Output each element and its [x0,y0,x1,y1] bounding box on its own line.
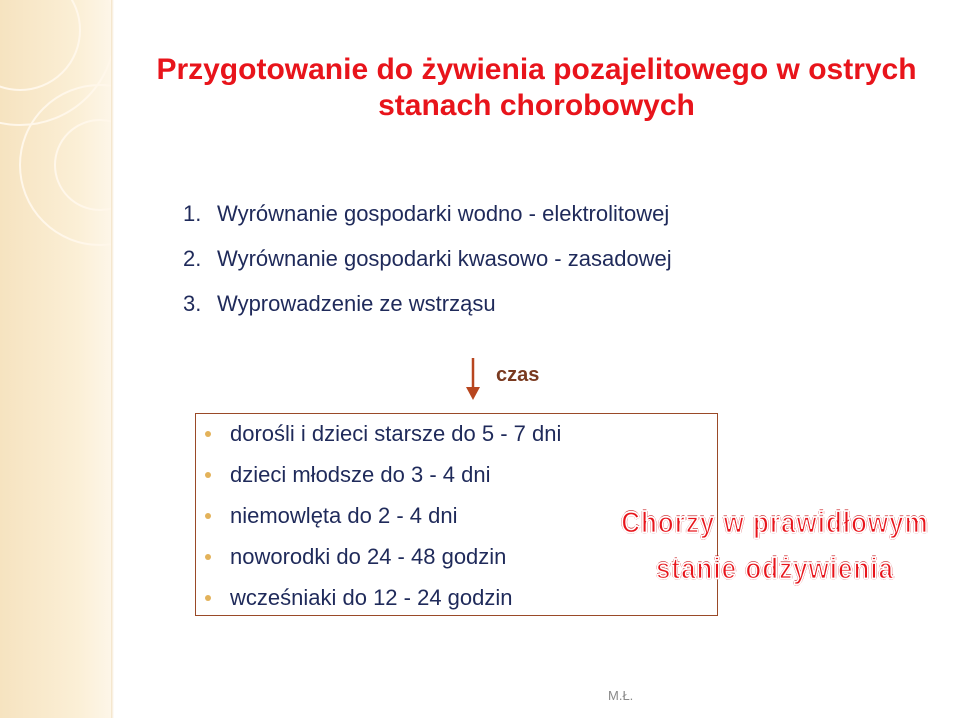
duration-text: wcześniaki do 12 - 24 godzin [230,585,513,610]
step-number: 2. [183,246,202,271]
duration-text: dorośli i dzieci starsze do 5 - 7 dni [230,421,562,446]
bullet-icon [205,513,211,519]
bullet-icon [205,472,211,478]
bullet-icon [205,431,211,437]
slide-title: Przygotowanie do żywienia pozajelitowego w ostrych stanach chorobowych [156,53,917,122]
decorative-side-band [0,0,111,718]
list-item [205,541,561,582]
wordart-note [600,499,950,591]
list-item [205,500,561,541]
list-item [183,196,672,241]
duration-text: noworodki do 24 - 48 godzin [230,544,507,569]
duration-list [205,418,561,623]
list-item [183,286,672,331]
list-item [205,582,561,623]
time-label: czas [496,364,540,386]
bullet-icon [205,554,211,560]
duration-text: dzieci młodsze do 3 - 4 dni [230,462,491,487]
duration-text: niemowlęta do 2 - 4 dni [230,503,458,528]
decorative-arcs [0,0,111,718]
list-item [205,459,561,500]
bullet-icon [205,595,211,601]
step-number: 3. [183,291,202,316]
list-item [205,418,561,459]
step-text: Wyrównanie gospodarki kwasowo - zasadowej [217,246,672,271]
step-text: Wyprowadzenie ze wstrząsu [217,291,496,316]
down-arrow-icon [464,357,482,401]
wordart-line-2: stanie odżywienia [655,550,895,586]
step-text: Wyrównanie gospodarki wodno - elektrolitowej [217,201,670,226]
wordart-line-1: Chorzy w prawidłowym [621,504,929,540]
list-item [183,241,672,286]
steps-list [183,196,672,331]
footer-initials: M.Ł. [608,688,634,703]
step-number: 1. [183,201,202,226]
